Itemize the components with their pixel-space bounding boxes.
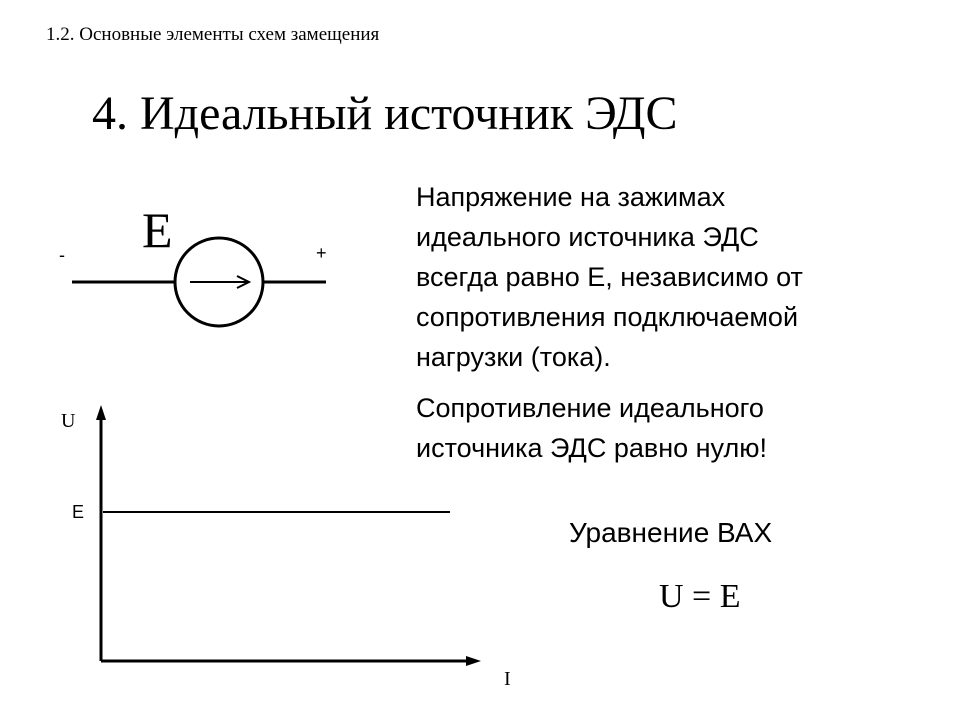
text-line: источника ЭДС равно нулю!: [416, 433, 767, 463]
minus-terminal: -: [59, 245, 65, 265]
emf-source-symbol: [59, 202, 327, 326]
text-line: нагрузки (тока).: [416, 342, 611, 372]
iv-equation-title: Уравнение ВАХ: [569, 517, 773, 548]
x-axis-arrow-icon: [466, 656, 481, 666]
direction-arrow-icon: [190, 276, 249, 288]
source-label: E: [142, 202, 173, 258]
plus-terminal: +: [316, 243, 327, 263]
section-label: 1.2. Основные элементы схем замещения: [46, 24, 380, 45]
x-axis-label: I: [504, 668, 511, 690]
text-line: сопротивления подключаемой: [416, 302, 799, 332]
text-line: идеального источника ЭДС: [416, 222, 759, 252]
y-axis-label: U: [61, 410, 76, 432]
iv-equation: U = E: [659, 578, 741, 615]
iv-characteristic-graph: [61, 405, 511, 690]
level-label: E: [72, 502, 85, 522]
text-line: всегда равно Е, независимо от: [416, 262, 803, 292]
slide-title: 4. Идеальный источник ЭДС: [92, 87, 678, 140]
text-line: Напряжение на зажимах: [416, 182, 726, 212]
y-axis-arrow-icon: [96, 405, 106, 420]
text-line: Сопротивление идеального: [416, 393, 764, 423]
